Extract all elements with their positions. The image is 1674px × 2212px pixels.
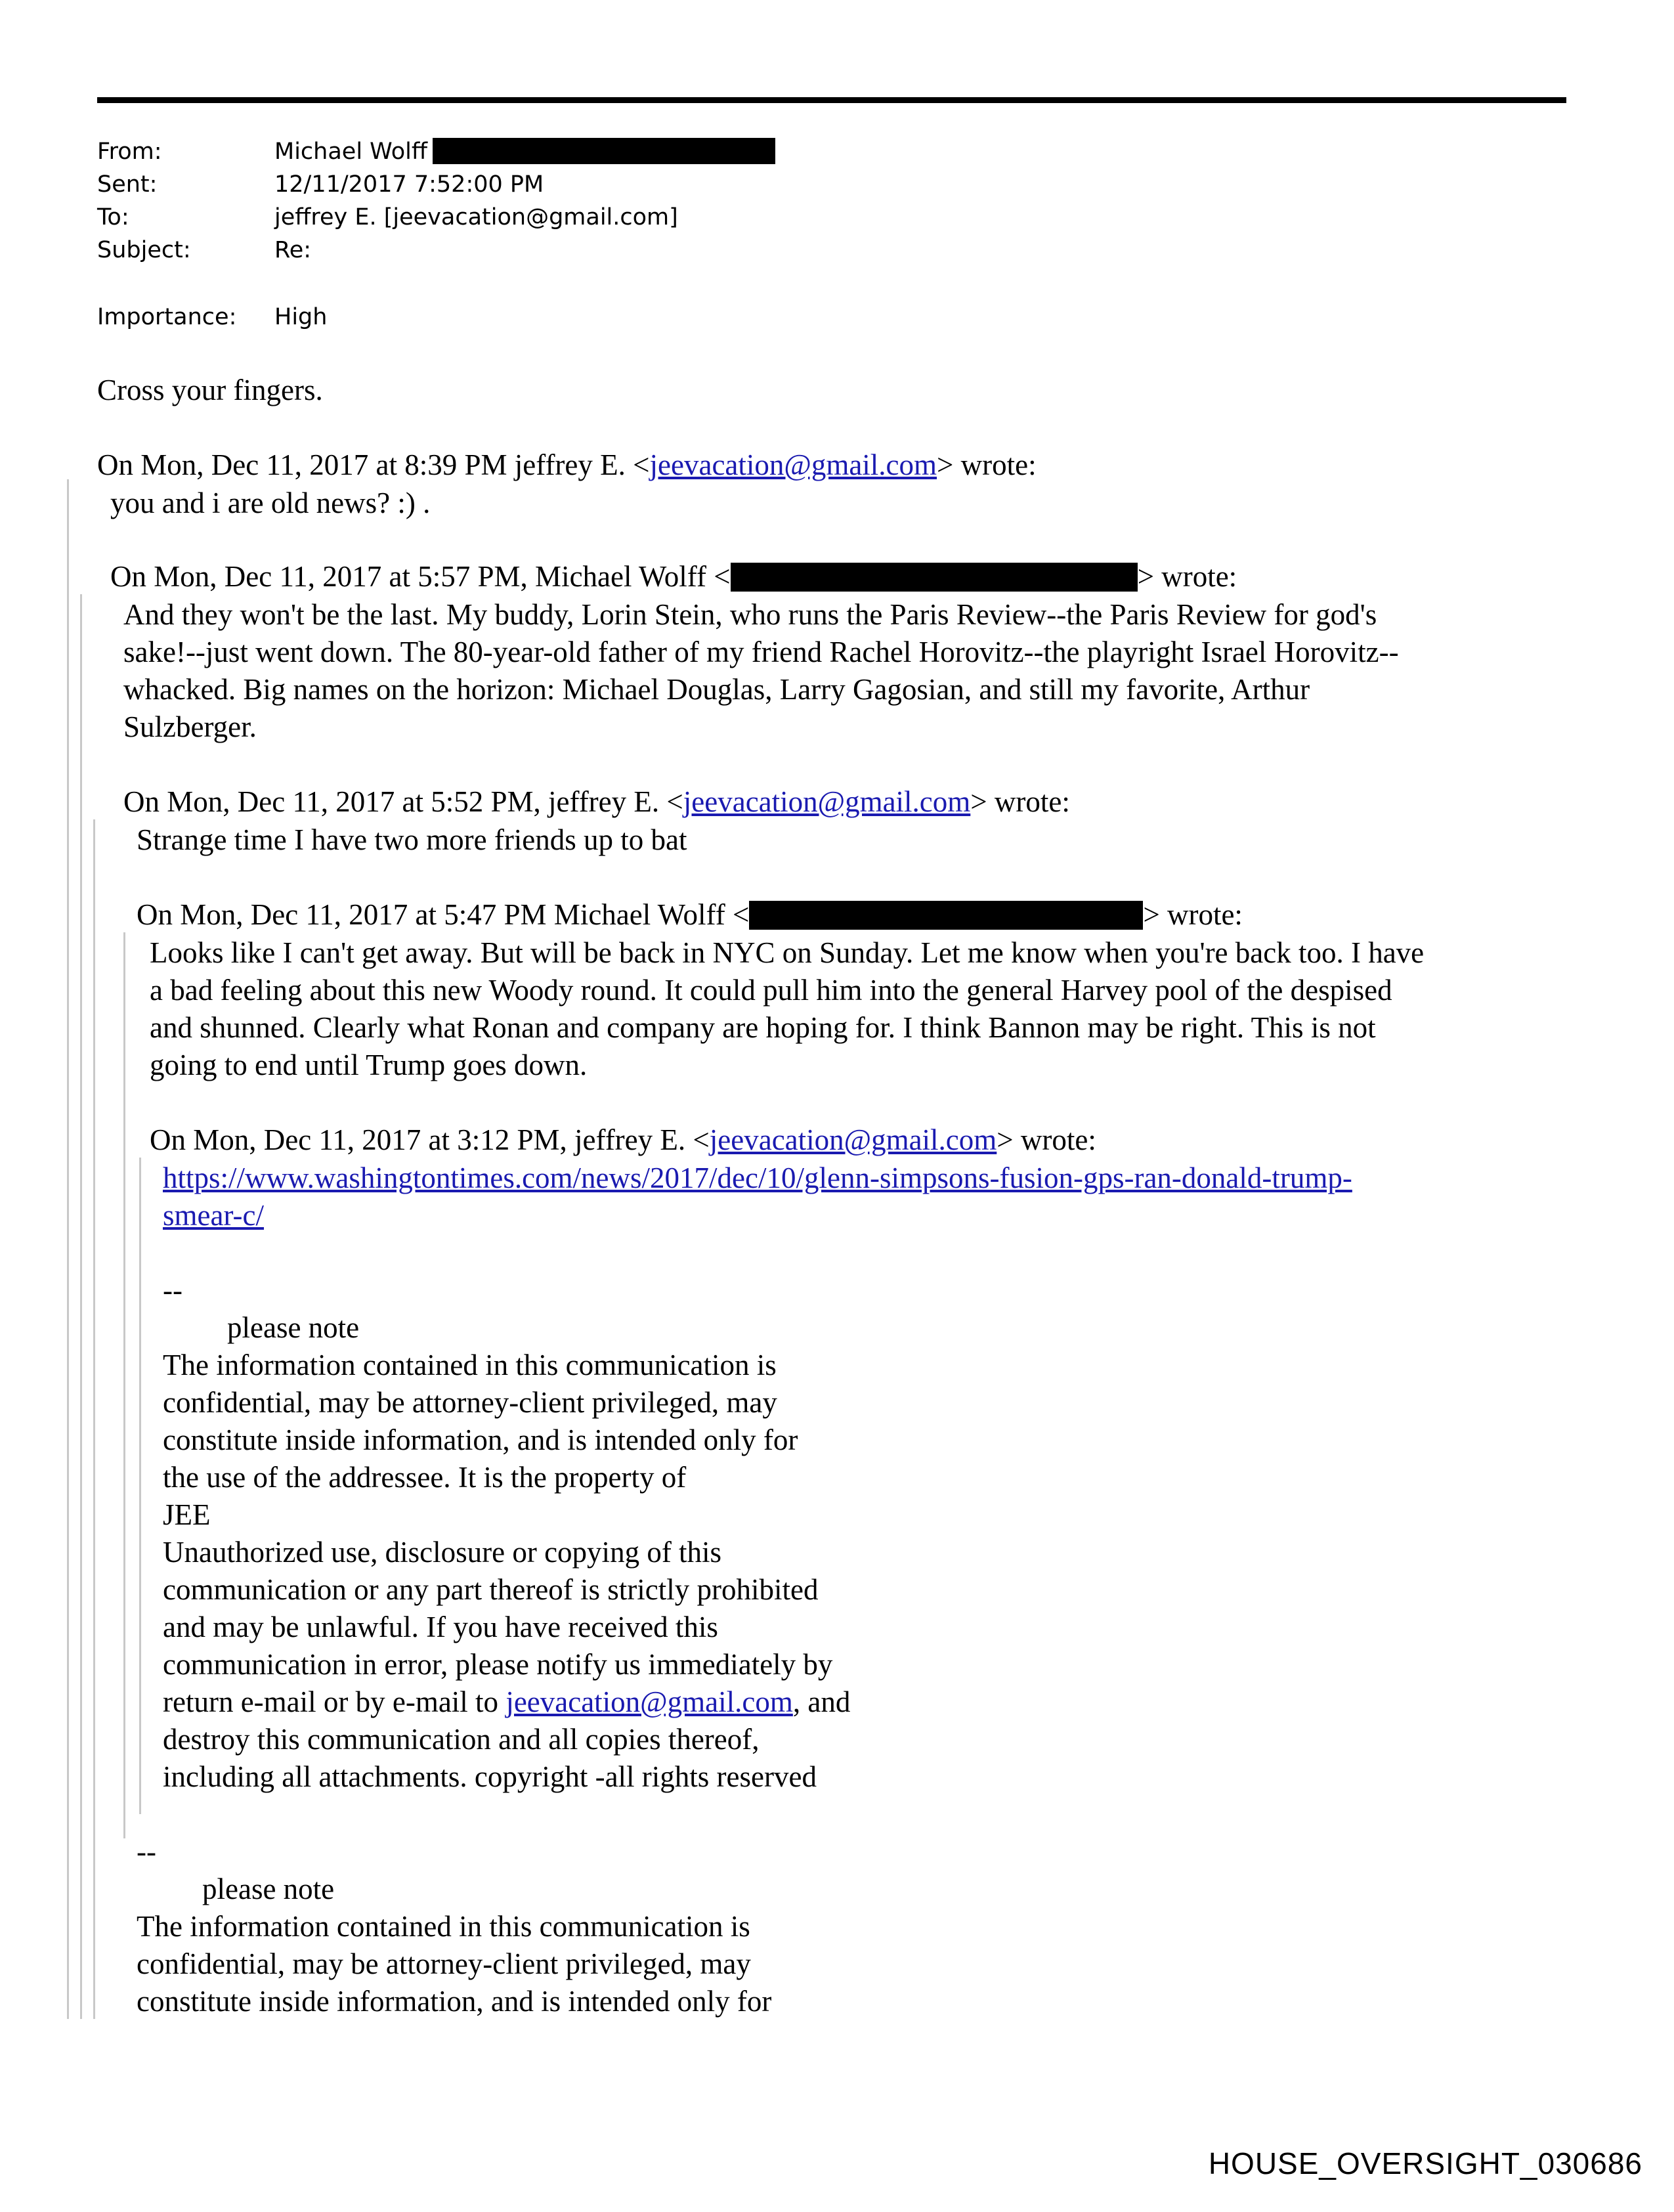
quote2-attribution: On Mon, Dec 11, 2017 at 5:57 PM, Michael Wolff < > wrote: xyxy=(110,560,1237,593)
header-importance xyxy=(97,301,327,334)
disclaimer-line: constitute inside information, and is intended only for xyxy=(137,1985,772,2018)
top-rule xyxy=(97,97,1566,103)
disclaimer-line: JEE xyxy=(163,1498,211,1531)
quote4-attribution: On Mon, Dec 11, 2017 at 5:47 PM Michael Wolff < > wrote: xyxy=(137,898,1243,931)
disclaimer-line: constitute inside information, and is intended only for xyxy=(163,1423,798,1456)
quote-bar-1 xyxy=(67,479,69,2019)
disclaimer-line: The information contained in this communication is xyxy=(137,1910,750,1943)
quote2-line: And they won't be the last. My buddy, Lorin Stein, who runs the Paris Review--the Paris Review for god's xyxy=(123,598,1377,631)
quote4-line: a bad feeling about this new Woody round. It could pull him into the general Harvey pool of the despised xyxy=(150,974,1392,1007)
quote4-line: and shunned. Clearly what Ronan and company are hoping for. I think Bannon may be right. This is not xyxy=(150,1011,1376,1044)
disclaimer-line: The information contained in this communication is xyxy=(163,1349,777,1381)
header-from xyxy=(97,135,775,168)
subject-label: Subject: xyxy=(97,237,191,263)
quote-bar-3 xyxy=(93,819,95,2019)
disclaimer-line: and may be unlawful. If you have received this xyxy=(163,1611,718,1643)
disclaimer-line: the use of the addressee. It is the property of xyxy=(163,1461,687,1494)
quote2-line: Sulzberger. xyxy=(123,710,257,743)
from-value: Michael Wolff xyxy=(274,139,427,165)
header-subject xyxy=(97,234,311,267)
quote-bar-4 xyxy=(123,932,125,1838)
quote2-line: sake!--just went down. The 80-year-old father of my friend Rachel Horovitz--the playright Israel Horovitz-- xyxy=(123,636,1399,668)
quote3-attribution: On Mon, Dec 11, 2017 at 5:52 PM, jeffrey E. <jeevacation@gmail.com> wrote: xyxy=(123,785,1070,818)
email-link[interactable]: jeevacation@gmail.com xyxy=(709,1123,997,1156)
signature-dashes: -- xyxy=(163,1274,182,1307)
email-link[interactable]: jeevacation@gmail.com xyxy=(505,1685,793,1718)
bates-number: HOUSE_OVERSIGHT_030686 xyxy=(1208,2146,1642,2180)
news-link[interactable]: smear-c/ xyxy=(163,1199,265,1232)
quote2-line: whacked. Big names on the horizon: Michael Douglas, Larry Gagosian, and still my favorite, Arthur xyxy=(123,673,1310,706)
sent-label: Sent: xyxy=(97,171,158,198)
news-link-line1[interactable] xyxy=(163,1160,1352,1197)
disclaimer-line: Unauthorized use, disclosure or copying of this xyxy=(163,1536,722,1569)
email-link[interactable]: jeevacation@gmail.com xyxy=(683,785,971,818)
disclaimer-line: destroy this communication and all copies thereof, xyxy=(163,1723,760,1756)
disclaimer-line: communication or any part thereof is strictly prohibited xyxy=(163,1573,819,1606)
disclaimer-line: return e-mail or by e-mail to jeevacation@gmail.com, and xyxy=(163,1685,851,1718)
email-link[interactable]: jeevacation@gmail.com xyxy=(649,448,937,481)
reply-text: Cross your fingers. xyxy=(97,374,323,406)
from-label: From: xyxy=(97,139,162,165)
sent-value: 12/11/2017 7:52:00 PM xyxy=(274,171,544,198)
disclaimer-line: confidential, may be attorney-client privileged, may xyxy=(137,1947,751,1980)
signature-note: please note xyxy=(202,1873,335,1905)
disclaimer-line: confidential, may be attorney-client privileged, may xyxy=(163,1386,777,1419)
quote-bar-5 xyxy=(139,1158,141,1814)
header-to xyxy=(97,201,678,234)
quote-bar-2 xyxy=(80,594,82,2019)
quote1-attribution: On Mon, Dec 11, 2017 at 8:39 PM jeffrey E. <jeevacation@gmail.com> wrote: xyxy=(97,448,1037,481)
header-sent xyxy=(97,168,544,201)
quote4-line: going to end until Trump goes down. xyxy=(150,1049,588,1081)
importance-value: High xyxy=(274,304,328,330)
to-label: To: xyxy=(97,204,129,230)
news-link[interactable]: https://www.washingtontimes.com/news/2017/dec/10/glenn-simpsons-fusion-gps-ran-donald-trump- xyxy=(163,1161,1352,1194)
quote1-text: you and i are old news? :) . xyxy=(110,487,431,519)
disclaimer-line: communication in error, please notify us immediately by xyxy=(163,1648,833,1681)
redaction-box xyxy=(749,901,1143,930)
to-value: jeffrey E. [jeevacation@gmail.com] xyxy=(274,204,678,230)
subject-value: Re: xyxy=(274,237,312,263)
news-link-line2[interactable] xyxy=(163,1197,264,1234)
quote5-attribution: On Mon, Dec 11, 2017 at 3:12 PM, jeffrey E. <jeevacation@gmail.com> wrote: xyxy=(150,1123,1096,1156)
redaction-box xyxy=(731,563,1138,592)
redaction-box xyxy=(433,138,775,164)
disclaimer-line: including all attachments. copyright -all rights reserved xyxy=(163,1760,817,1793)
quote4-line: Looks like I can't get away. But will be back in NYC on Sunday. Let me know when you're back too. I have xyxy=(150,936,1425,969)
signature-note: please note xyxy=(227,1311,360,1344)
importance-label: Importance: xyxy=(97,304,237,330)
quote3-text: Strange time I have two more friends up to bat xyxy=(137,823,687,856)
signature-dashes: -- xyxy=(137,1835,156,1868)
